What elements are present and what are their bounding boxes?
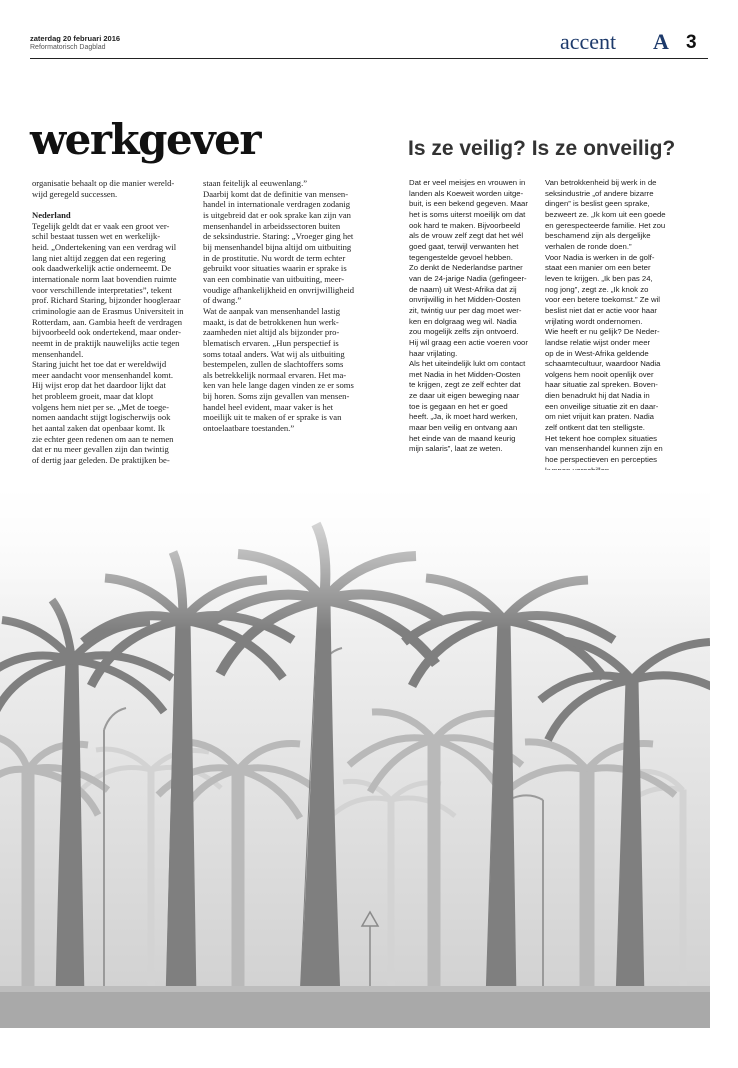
text-line: criminologie aan de Erasmus Universiteit in: [32, 305, 184, 316]
text-column-4: [545, 178, 675, 476]
text-line: ze daar uit eigen beweging naar: [409, 391, 520, 401]
text-line: vrijlating wordt ondernomen.: [545, 316, 643, 326]
text-line: in de prostitutie. Nu wordt de term echter: [203, 252, 346, 263]
text-line: als betrekkelijk normaal ervaren. Het ma-: [203, 369, 347, 380]
text-line: of dertig jaar geleden. De praktijken be-: [32, 455, 170, 466]
text-line: op de in West-Afrika geldende: [545, 348, 649, 358]
text-line: Hij wijst erop dat het daardoor lijkt dat: [32, 380, 166, 391]
text-line: Wie heeft er nu gelijk? De Neder-: [545, 327, 660, 337]
text-line: nomen aandacht stijgt logischerwijs ook: [32, 412, 171, 423]
text-line: zit, twintig uur per dag moet wer-: [409, 305, 522, 315]
text-line: met Nadia in het Midden-Oosten: [409, 369, 521, 379]
text-line: maakt, is dat de betrokkenen hun werk-: [203, 316, 339, 327]
text-line: om niet vrijuit kan praten. Nadia: [545, 412, 654, 422]
text-line: wijd geregeld successen.: [32, 188, 118, 199]
text-line: meer aandacht voor mensenhandel komt.: [32, 369, 174, 380]
text-line: het probleem groeit, maar dat klopt: [32, 391, 154, 402]
text-line: landse relatie wijst onder meer: [545, 337, 651, 347]
text-line: dien benadrukt hij dat Nadia in: [545, 391, 650, 401]
text-line: ken van hele lange dagen vinden ze er soms: [203, 380, 354, 391]
text-line: zelf ontkent dat ten stelligste.: [545, 423, 645, 433]
text-line: ook daadwerkelijk actie onderneemt. De: [32, 263, 172, 274]
text-line: of dwang.”: [203, 295, 242, 306]
text-line: Wat de aanpak van mensenhandel lastig: [203, 305, 340, 316]
text-column-1: [32, 178, 194, 466]
text-line: internationale norm laat bovendien ruimte: [32, 273, 177, 284]
text-line: schil bestaat tussen wet en werkelijk-: [32, 231, 161, 242]
text-line: handel in internationale verdragen zodanig: [203, 199, 350, 210]
page-number: 3: [686, 32, 697, 53]
text-line: en gerespecteerde familie. Het zou: [545, 220, 666, 230]
text-line: het aantal zaken dat openbaar komt. Ik: [32, 423, 165, 434]
text-line: de seksindustrie. Staring: „Vroeger ging het: [203, 231, 354, 242]
text-line: goed gaat, terwijl verwanten het: [409, 241, 519, 251]
text-line: buit, is een bekend gegeven. Maar: [409, 199, 528, 209]
text-line: zie echter geen redenen om aan te nemen: [32, 433, 174, 444]
text-line: Voor Nadia is werken in de golf-: [545, 252, 655, 262]
text-line: soms totaal anders. Wat wij als uitbuiting: [203, 348, 345, 359]
text-line: van de 24-jarige Nadia (gefingeer-: [409, 273, 527, 283]
text-line: beslist niet dat er actie voor haar: [545, 305, 658, 315]
text-line: [32, 199, 194, 210]
text-line: nog jong”, zegt ze. „Ik knok zo: [545, 284, 649, 294]
text-line: schaamtecultuur, waardoor Nadia: [545, 359, 661, 369]
foggy-palm-trees-photo: [0, 470, 710, 1028]
text-line: te krijgen, zegt ze zelf echter dat: [409, 380, 521, 390]
text-line: seksindustrie „of andere bizarre: [545, 188, 654, 198]
header-rule: [30, 58, 708, 59]
text-line: een onveilige situatie zit en daar-: [545, 401, 659, 411]
text-line: volgens hem nooit openlijk over: [545, 369, 654, 379]
text-line: Als het uiteindelijk lukt om contact: [409, 359, 526, 369]
text-line: Van betrokkenheid bij werk in de: [545, 178, 657, 187]
article-headline: werkgever: [30, 115, 260, 164]
text-line: ken en dolgraag weg wil. Nadia: [409, 316, 517, 326]
text-line: gebruikt voor situaties waarin er sprake is: [203, 263, 347, 274]
header-paper-name: Reformatorisch Dagblad: [30, 44, 106, 51]
text-line: lang niet altijd zeggen dat een regering: [32, 252, 166, 263]
text-line: blematisch ervaren. „Hun perspectief is: [203, 337, 339, 348]
header-date: zaterdag 20 februari 2016: [30, 34, 121, 43]
text-line: Zo denkt de Nederlandse partner: [409, 263, 523, 273]
text-line: bij mensenhandel bijna altijd om uitbuiting: [203, 241, 352, 252]
text-line: handel heel evident, maar vaker is het: [203, 401, 334, 412]
text-line: dingen” is beslist geen sprake,: [545, 199, 650, 209]
text-line: Het tekent hoe complex situaties: [545, 433, 658, 443]
foggy-palm-trees-image: [0, 470, 710, 1028]
text-line: zou mogelijk zelfs zijn ontvoerd.: [409, 327, 519, 337]
text-line: staan feitelijk al eeuwenlang.”: [203, 178, 308, 188]
text-line: ontoelaatbare toestanden.”: [203, 423, 295, 434]
section-logo: A: [653, 29, 669, 54]
text-line: maar ben veilig en ontvang aan: [409, 423, 518, 433]
text-column-3: [409, 178, 539, 455]
text-line: mensenhandel.: [32, 348, 84, 359]
text-line: als de vrouw zelf zegt dat het wél: [409, 231, 524, 241]
text-line: het einde van de maand keurig: [409, 433, 516, 443]
text-line: volgens hem niet per se. „Met de toege-: [32, 401, 169, 412]
text-line: van mensenhandel kunnen zijn en: [545, 444, 663, 454]
text-line: beschamend zijn als dergelijke: [545, 231, 651, 241]
text-line: Daarbij komt dat de definitie van mensen-: [203, 188, 349, 199]
text-line: Hij wil graag een actie voeren voor: [409, 337, 528, 347]
text-line: haar vrijlating.: [409, 348, 458, 358]
text-line: hoe perspectieven en percepties: [545, 455, 658, 465]
text-line: Tegelijk geldt dat er vaak een groot ver-: [32, 220, 170, 231]
text-line: leven te krijgen. „Ik ben pas 24,: [545, 273, 653, 283]
text-line: voudige afhankelijkheid en onvrijwilligheid: [203, 284, 355, 295]
section-title: accent: [560, 29, 617, 54]
text-line: van een combinatie van uitbuiting, meer-: [203, 273, 345, 284]
text-line: mensenhandel in arbeidssectoren buiten: [203, 220, 341, 231]
text-line: staat een manier om een beter: [545, 263, 651, 273]
text-line: bestempelen, zullen de slachtoffers soms: [203, 359, 344, 370]
text-line: haar situatie zal spreken. Boven-: [545, 380, 658, 390]
text-line: verhalen de ronde doen.”: [545, 241, 632, 251]
text-line: het is soms uiterst moeilijk om dat: [409, 209, 526, 219]
text-line: ook hard te maken. Bijvoorbeeld: [409, 220, 521, 230]
text-line: bijvoorbeeld ook ondertekend, maar onder-: [32, 327, 181, 338]
text-line: Rotterdam, aan. Gambia heeft de verdragen: [32, 316, 183, 327]
text-line: landen als Koeweit worden uitge-: [409, 188, 524, 198]
text-line: mijn salaris”, laat ze weten.: [409, 444, 503, 454]
text-line: neemt in de praktijk nauwelijks actie tegen: [32, 337, 180, 348]
text-line: voor een betere toekomst.” Ze wil: [545, 295, 661, 305]
text-column-2: [203, 178, 365, 434]
text-line: prof. Richard Staring, bijzonder hoogleraar: [32, 295, 181, 306]
text-line: Staring juicht het toe dat er wereldwijd: [32, 359, 167, 370]
text-line: zaamheden niet altijd als bijzonder pro-: [203, 327, 340, 338]
text-line: is uitgebreid dat er ook sprake kan zijn van: [203, 209, 351, 220]
text-line: toe is gegaan en het er goed: [409, 401, 508, 411]
text-line: bezweert ze. „Ik kom uit een goede: [545, 209, 666, 219]
text-line: dat er nu meer gevallen zijn dan twintig: [32, 444, 169, 455]
text-line: bij horen. Soms zijn gevallen van mensen-: [203, 391, 350, 402]
text-line: heid. „Ondertekening van een verdrag wil: [32, 241, 177, 252]
text-line: tegengestelde gevoel hebben.: [409, 252, 513, 262]
text-line: onvrijwillig in het Midden-Oosten: [409, 295, 521, 305]
text-line: organisatie behaalt op die manier wereld-: [32, 178, 175, 188]
text-line: voor verschillende interpretaties”, tekent: [32, 284, 172, 295]
text-line: heeft. „Ja, ik moet hard werken,: [409, 412, 518, 422]
section-subheading: Nederland: [32, 209, 71, 220]
article-subhead: Is ze veilig? Is ze onveilig?: [408, 137, 676, 160]
text-line: de naam) uit West-Afrika dat zij: [409, 284, 517, 294]
text-line: Dat er veel meisjes en vrouwen in: [409, 178, 526, 187]
text-line: moeilijk uit te maken of er sprake is van: [203, 412, 342, 423]
